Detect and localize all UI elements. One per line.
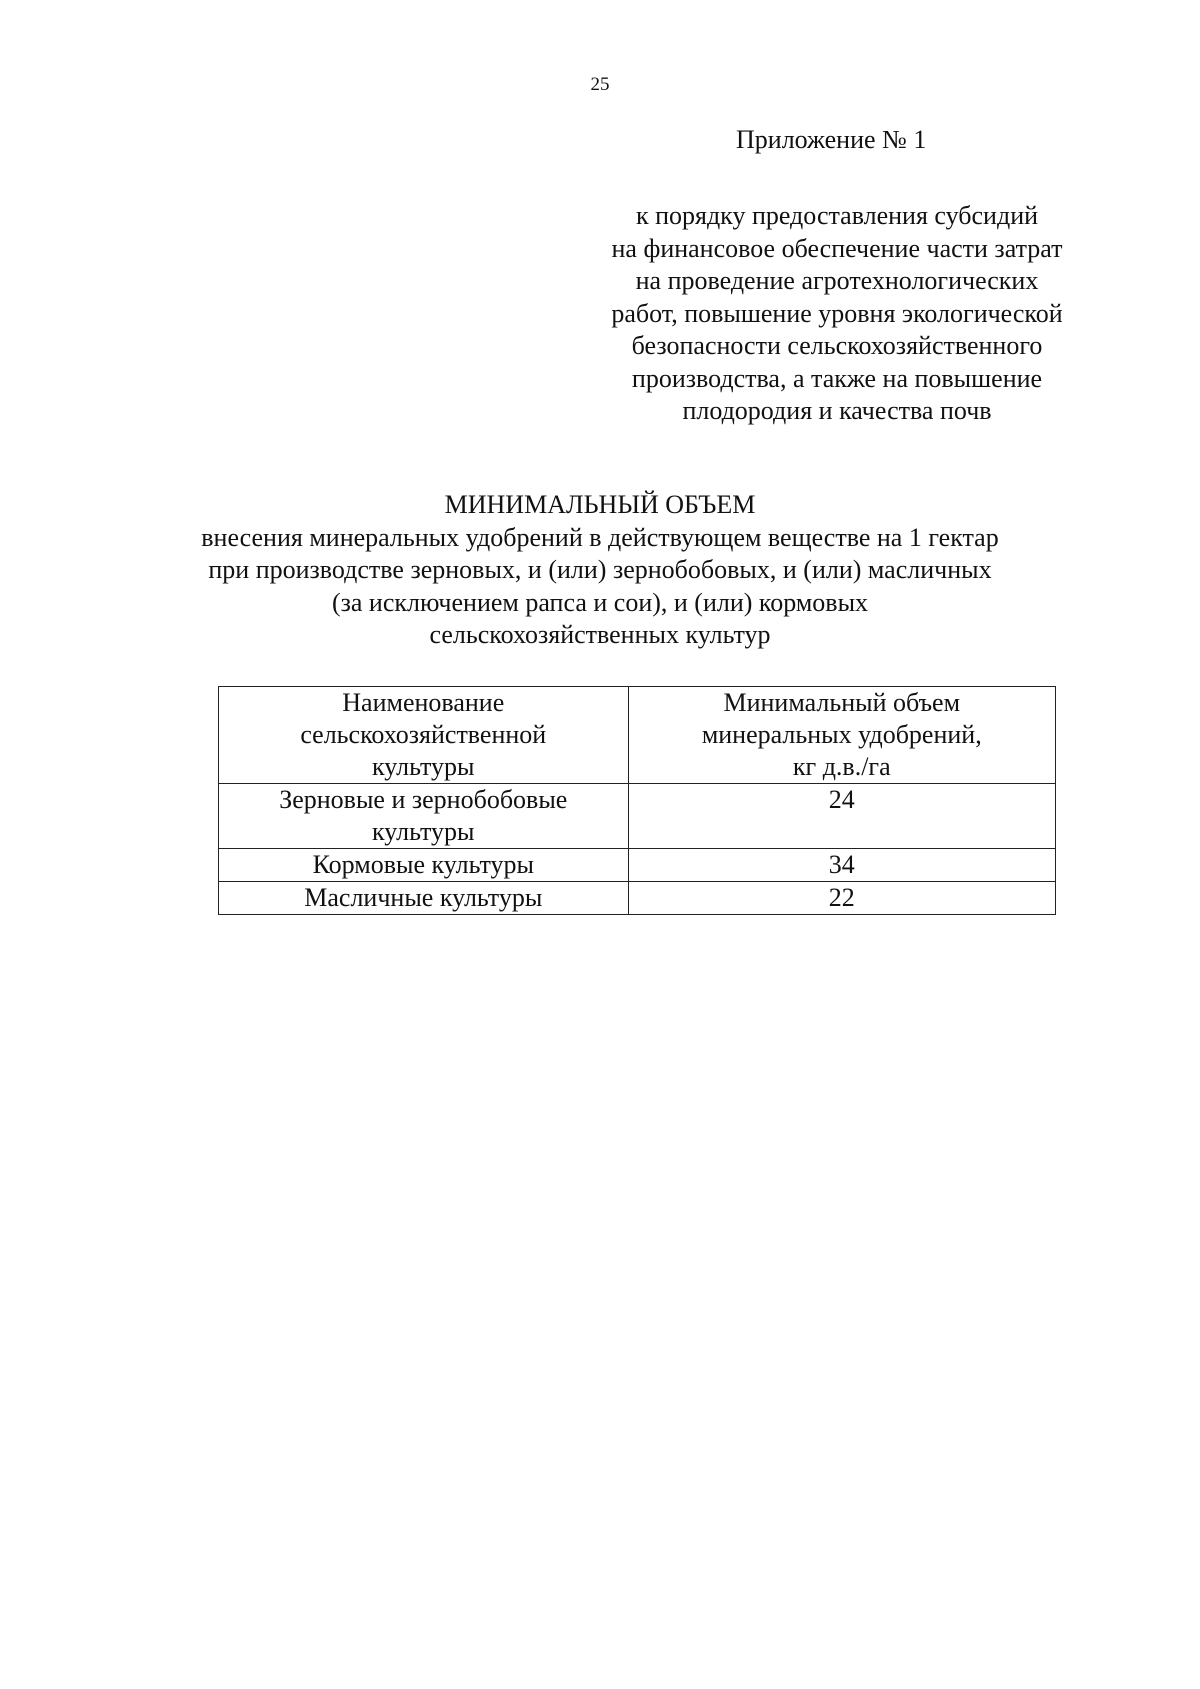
header-line: минеральных удобрений,: [701, 720, 982, 749]
table-row: [219, 784, 1056, 849]
table-row: [219, 882, 1056, 915]
table-header-cell-volume: [628, 687, 1055, 784]
crop-cell: [219, 882, 629, 915]
value-cell: 34: [628, 849, 1055, 882]
header-line: Наименование: [342, 688, 505, 717]
cell-line: Масличные культуры: [304, 883, 543, 912]
crop-cell: [219, 784, 629, 849]
page-number: 25: [590, 74, 610, 95]
subtitle-line: к порядку предоставления субсидий: [635, 201, 1039, 230]
crop-cell: [219, 849, 629, 882]
subtitle-line: работ, повышение уровня экологической: [611, 298, 1063, 328]
subtitle-line: плодородия и качества почв: [682, 396, 992, 425]
appendix-subtitle: [578, 200, 1096, 428]
heading-line: сельскохозяйственных культур: [429, 620, 771, 649]
subtitle-line: безопасности сельскохозяйственного: [631, 331, 1043, 360]
fertilizer-norms-table: [218, 686, 1056, 915]
value-cell: 24: [628, 784, 1055, 849]
header-line: Минимальный объем: [723, 688, 961, 717]
heading-line: (за исключением рапса и сои), и (или) кормовых: [331, 587, 869, 617]
document-heading: [150, 489, 1050, 652]
header-line: сельскохозяйственной: [300, 720, 547, 749]
subtitle-line: производства, а также на повышение: [631, 363, 1043, 393]
header-line: кг д.в./га: [792, 752, 891, 781]
heading-main: МИНИМАЛЬНЫЙ ОБЪЕМ: [444, 490, 756, 519]
appendix-title: Приложение № 1: [736, 125, 927, 154]
cell-line: Кормовые культуры: [312, 850, 534, 879]
subtitle-line: на финансовое обеспечение части затрат: [611, 233, 1063, 263]
cell-line: Зерновые и зернобобовые: [279, 785, 568, 814]
heading-line: внесения минеральных удобрений в действующем веществе на 1 гектар: [201, 522, 999, 552]
table-header-cell-crop: [219, 687, 629, 784]
subtitle-line: на проведение агротехнологических: [635, 266, 1039, 295]
table-header-row: [219, 687, 1056, 784]
cell-line: культуры: [372, 817, 475, 846]
heading-line: при производстве зерновых, и (или) зернобобовых, и (или) масличных: [208, 555, 992, 584]
header-line: культуры: [372, 752, 475, 781]
table-row: [219, 849, 1056, 882]
value-cell: 22: [628, 882, 1055, 915]
